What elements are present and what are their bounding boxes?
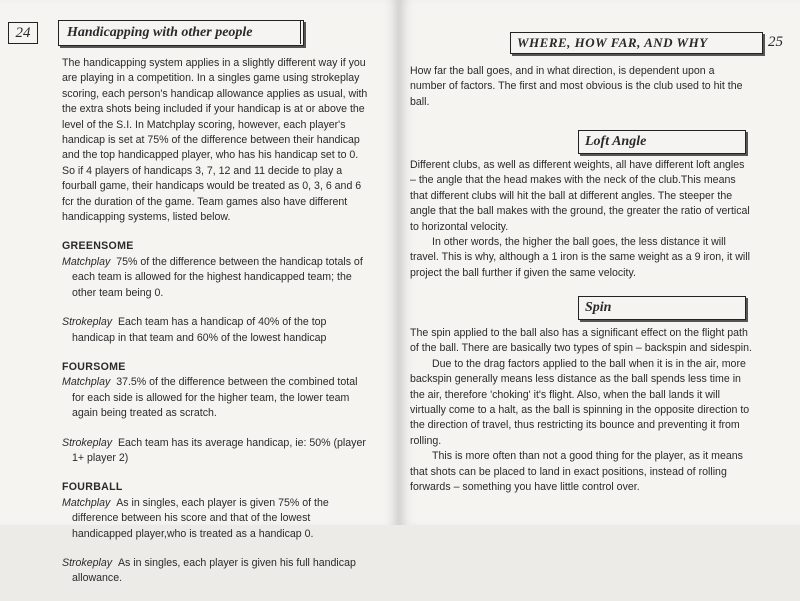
entry-strokeplay <box>62 436 372 467</box>
entry-text: As in singles, each player is given his full handicap allowance. <box>72 556 356 585</box>
loft-paragraph-2: In other words, the higher the ball goes, the less distance it will travel. This is why, although a 1 iron is the same weight as a 9 iron, it will project the ball further if given the same velocity. <box>410 236 750 279</box>
entry-label: Strokeplay <box>62 436 113 449</box>
spin-paragraph-1: The spin applied to the ball also has a significant effect on the flight path of the ball. There are basically two types of spin – backspin and sidespin. <box>410 327 752 355</box>
entry-text: Each team has a handicap of 40% of the top handicap in that team and 60% of the lowest handicap <box>72 316 327 344</box>
left-body <box>62 56 372 601</box>
subheading-spin: Spin <box>578 296 746 320</box>
section-greensome <box>62 239 372 345</box>
right-page-header: WHERE, HOW FAR, AND WHY <box>510 32 763 54</box>
entry-label: Strokeplay <box>62 316 113 329</box>
entry-text: As in singles, each player is given 75% of the difference between his score and that of the lowest handicapped player,who is treated as a handicap 0. <box>72 496 329 540</box>
entry-matchplay <box>62 496 372 542</box>
entry-matchplay <box>62 255 372 301</box>
section-foursome <box>62 360 372 466</box>
entry-text: 37.5% of the difference between the combined total for each side is allowed for the higher team, the lower team again being treated as scratch. <box>72 376 358 420</box>
right-intro-paragraph: How far the ball goes, and in what direction, is dependent upon a number of factors. The first and most obvious is the club used to hit the ball. <box>410 65 743 108</box>
loft-paragraph-1: Different clubs, as well as different weights, all have different loft angles – the angle that the head makes with the neck of the club.This means that different clubs will hit the ball at different angles. The steeper the angle that the ball makes with the ground, the greater the ratio of vertical to horizontal velocity. <box>410 159 750 233</box>
entry-matchplay <box>62 375 372 421</box>
spin-section <box>410 326 752 495</box>
left-page-number: 24 <box>8 22 38 44</box>
entry-label: Strokeplay <box>62 556 113 569</box>
left-intro-paragraph: The handicapping system applies in a slightly different way if you are playing in a competition. In a singles game using strokeplay scoring, each person's handicap allowance applies as usual, with the extra shots being included if your handicap is at or above the level of the S.I. In Matchplay scoring, however, each player's handicap is set at 75% of the difference between their handicap and the top handicapped player, who has his handicap set to 0. So if 4 players of handicaps 3, 7, 12 and 11 decide to play a fourball game, their handicaps would be treated as 0, 3, 6 and 6 fcr the duration of the game. Team games also have different handicapping systems, listed below. <box>62 57 368 224</box>
section-title: FOURBALL <box>62 481 123 494</box>
entry-strokeplay <box>62 556 372 587</box>
entry-label: Matchplay <box>62 376 111 389</box>
entry-text: 75% of the difference between the handicap totals of each team is allowed for the highest handicapped team; the other team being 0. <box>72 255 363 299</box>
spin-paragraph-3: This is more often than not a good thing for the player, as it means that shots can be placed to land in exact positions, instead of rolling forwards – something you have little control over. <box>410 450 743 494</box>
section-title: GREENSOME <box>62 240 134 253</box>
left-page-title: Handicapping with other people <box>58 20 304 46</box>
section-title: FOURSOME <box>62 360 126 373</box>
loft-section <box>410 158 752 281</box>
title-divider <box>300 20 301 44</box>
right-intro <box>410 64 752 110</box>
section-fourball <box>62 480 372 586</box>
right-page-number: 25 <box>768 34 783 50</box>
subheading-loft-angle: Loft Angle <box>578 130 746 154</box>
spin-paragraph-2: Due to the drag factors applied to the ball when it is in the air, more backspin generally means less distance as the ball spends less time in the air, therefore 'choking' it's flight. Also, when the ball lands it will virtually come to a halt, as the ball is spinning in the opposite direction to the direction of travel, thus restricting its bounce and preventing it from rolling. <box>410 357 750 447</box>
entry-strokeplay <box>62 315 372 346</box>
entry-label: Matchplay <box>62 496 111 509</box>
entry-text: Each team has its average handicap, ie: 50% (player 1+ player 2) <box>72 436 366 464</box>
left-page <box>0 0 398 585</box>
entry-label: Matchplay <box>62 255 111 268</box>
